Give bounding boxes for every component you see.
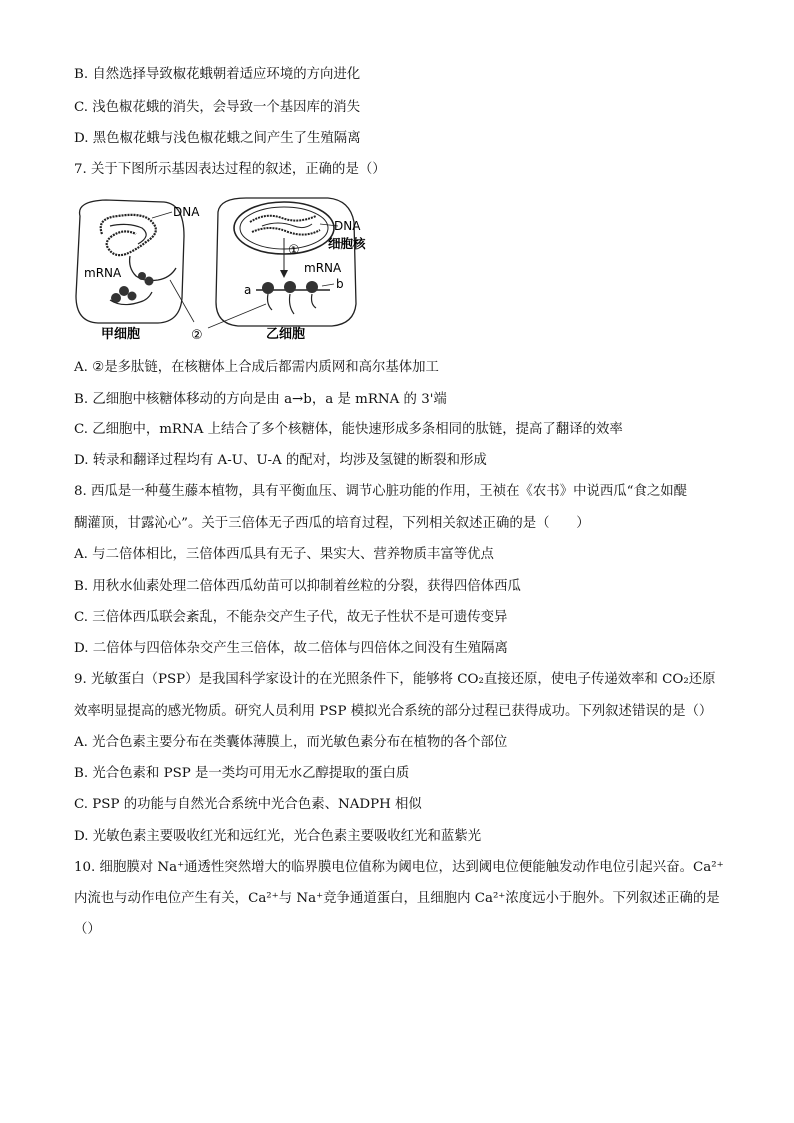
ribosome-a1 <box>138 272 146 280</box>
option-7c: C. 乙细胞中，mRNA 上结合了多个核糖体，能快速形成多条相同的肽链，提高了翻译的效率 <box>74 422 623 437</box>
label-a: a <box>244 283 252 297</box>
option-8c: C. 三倍体西瓜联会紊乱，不能杂交产生子代，故无子性状不是可遗传变异 <box>74 610 508 625</box>
option-6b: B. 自然选择导致椒花蛾朝着适应环境的方向进化 <box>74 67 361 82</box>
question-8-line2: 醐灌顶，甘露沁心”。关于三倍体无子西瓜的培育过程，下列相关叙述正确的是（ ） <box>74 516 590 531</box>
option-6c: C. 浅色椒花蛾的消失，会导致一个基因库的消失 <box>74 100 361 115</box>
ribosome-b2 <box>284 281 296 293</box>
option-8a: A. 与二倍体相比，三倍体西瓜具有无子、果实大、营养物质丰富等优点 <box>74 547 494 562</box>
ribosome-a5 <box>128 292 137 301</box>
question-9-line1: 9. 光敏蛋白（PSP）是我国科学家设计的在光照条件下，能够将 CO₂直接还原，使电子传递效率和 CO₂还原 <box>74 672 716 687</box>
mrna-strand-a <box>130 256 176 281</box>
option-8b: B. 用秋水仙素处理二倍体西瓜幼苗可以抑制着丝粒的分裂，获得四倍体西瓜 <box>74 579 521 594</box>
label-cell-a: 甲细胞 <box>101 327 141 342</box>
question-8-line1: 8. 西瓜是一种蔓生藤本植物，具有平衡血压、调节心脏功能的作用，王祯在《农书》中说西瓜“食之如醍 <box>74 484 688 499</box>
dna-loop-a2 <box>110 224 146 244</box>
option-9a: A. 光合色素主要分布在类囊体薄膜上，而光敏色素分布在植物的各个部位 <box>74 735 508 750</box>
ribosome-a3 <box>119 286 129 296</box>
option-9d: D. 光敏色素主要吸收红光和远红光，光合色素主要吸收红光和蓝紫光 <box>74 829 482 844</box>
option-7d: D. 转录和翻译过程均有 A-U、U-A 的配对，均涉及氢键的断裂和形成 <box>74 453 487 468</box>
question-10-line1: 10. 细胞膜对 Na⁺通透性突然增大的临界膜电位值称为阈电位，达到阈电位便能触发动作电位引起兴奋。Ca²⁺ <box>74 860 724 875</box>
label-b: b <box>336 277 344 291</box>
label-dna-left: DNA <box>173 205 200 219</box>
option-7b: B. 乙细胞中核糖体移动的方向是由 a→b，a 是 mRNA 的 3'端 <box>74 392 447 407</box>
question-9-line2: 效率明显提高的感光物质。研究人员利用 PSP 模拟光合系统的部分过程已获得成功。下列叙述错误的是（） <box>74 704 713 719</box>
option-9b: B. 光合色素和 PSP 是一类均可用无水乙醇提取的蛋白质 <box>74 766 410 781</box>
question-10-line3: （） <box>74 922 101 937</box>
label-mrna-right: mRNA <box>304 261 342 275</box>
question-7: 7. 关于下图所示基因表达过程的叙述，正确的是（） <box>74 162 386 177</box>
option-7a: A. ②是多肽链，在核糖体上合成后都需内质网和高尔基体加工 <box>74 360 439 375</box>
dna-loop-a <box>101 215 156 255</box>
label-dna-right: DNA <box>334 219 361 233</box>
label-circle-2: ② <box>191 328 203 343</box>
gene-expression-diagram <box>66 196 366 346</box>
ribosome-b1 <box>262 282 274 294</box>
option-9c: C. PSP 的功能与自然光合系统中光合色素、NADPH 相似 <box>74 797 422 812</box>
gene-expression-figure <box>66 196 366 346</box>
label-circle-1: ① <box>288 243 300 258</box>
option-6d: D. 黑色椒花蛾与浅色椒花蛾之间产生了生殖隔离 <box>74 131 361 146</box>
ribosome-b3 <box>306 281 318 293</box>
label-cell-b: 乙细胞 <box>266 327 306 342</box>
ribosome-a2 <box>145 277 154 286</box>
label-mrna-left: mRNA <box>84 266 122 280</box>
option-8d: D. 二倍体与四倍体杂交产生三倍体，故二倍体与四倍体之间没有生殖隔离 <box>74 641 508 656</box>
question-10-line2: 内流也与动作电位产生有关，Ca²⁺与 Na⁺竞争通道蛋白，且细胞内 Ca²⁺浓度远小于胞外。下列叙述正确的是 <box>74 891 720 906</box>
label-nucleus: 细胞核 <box>328 236 366 251</box>
